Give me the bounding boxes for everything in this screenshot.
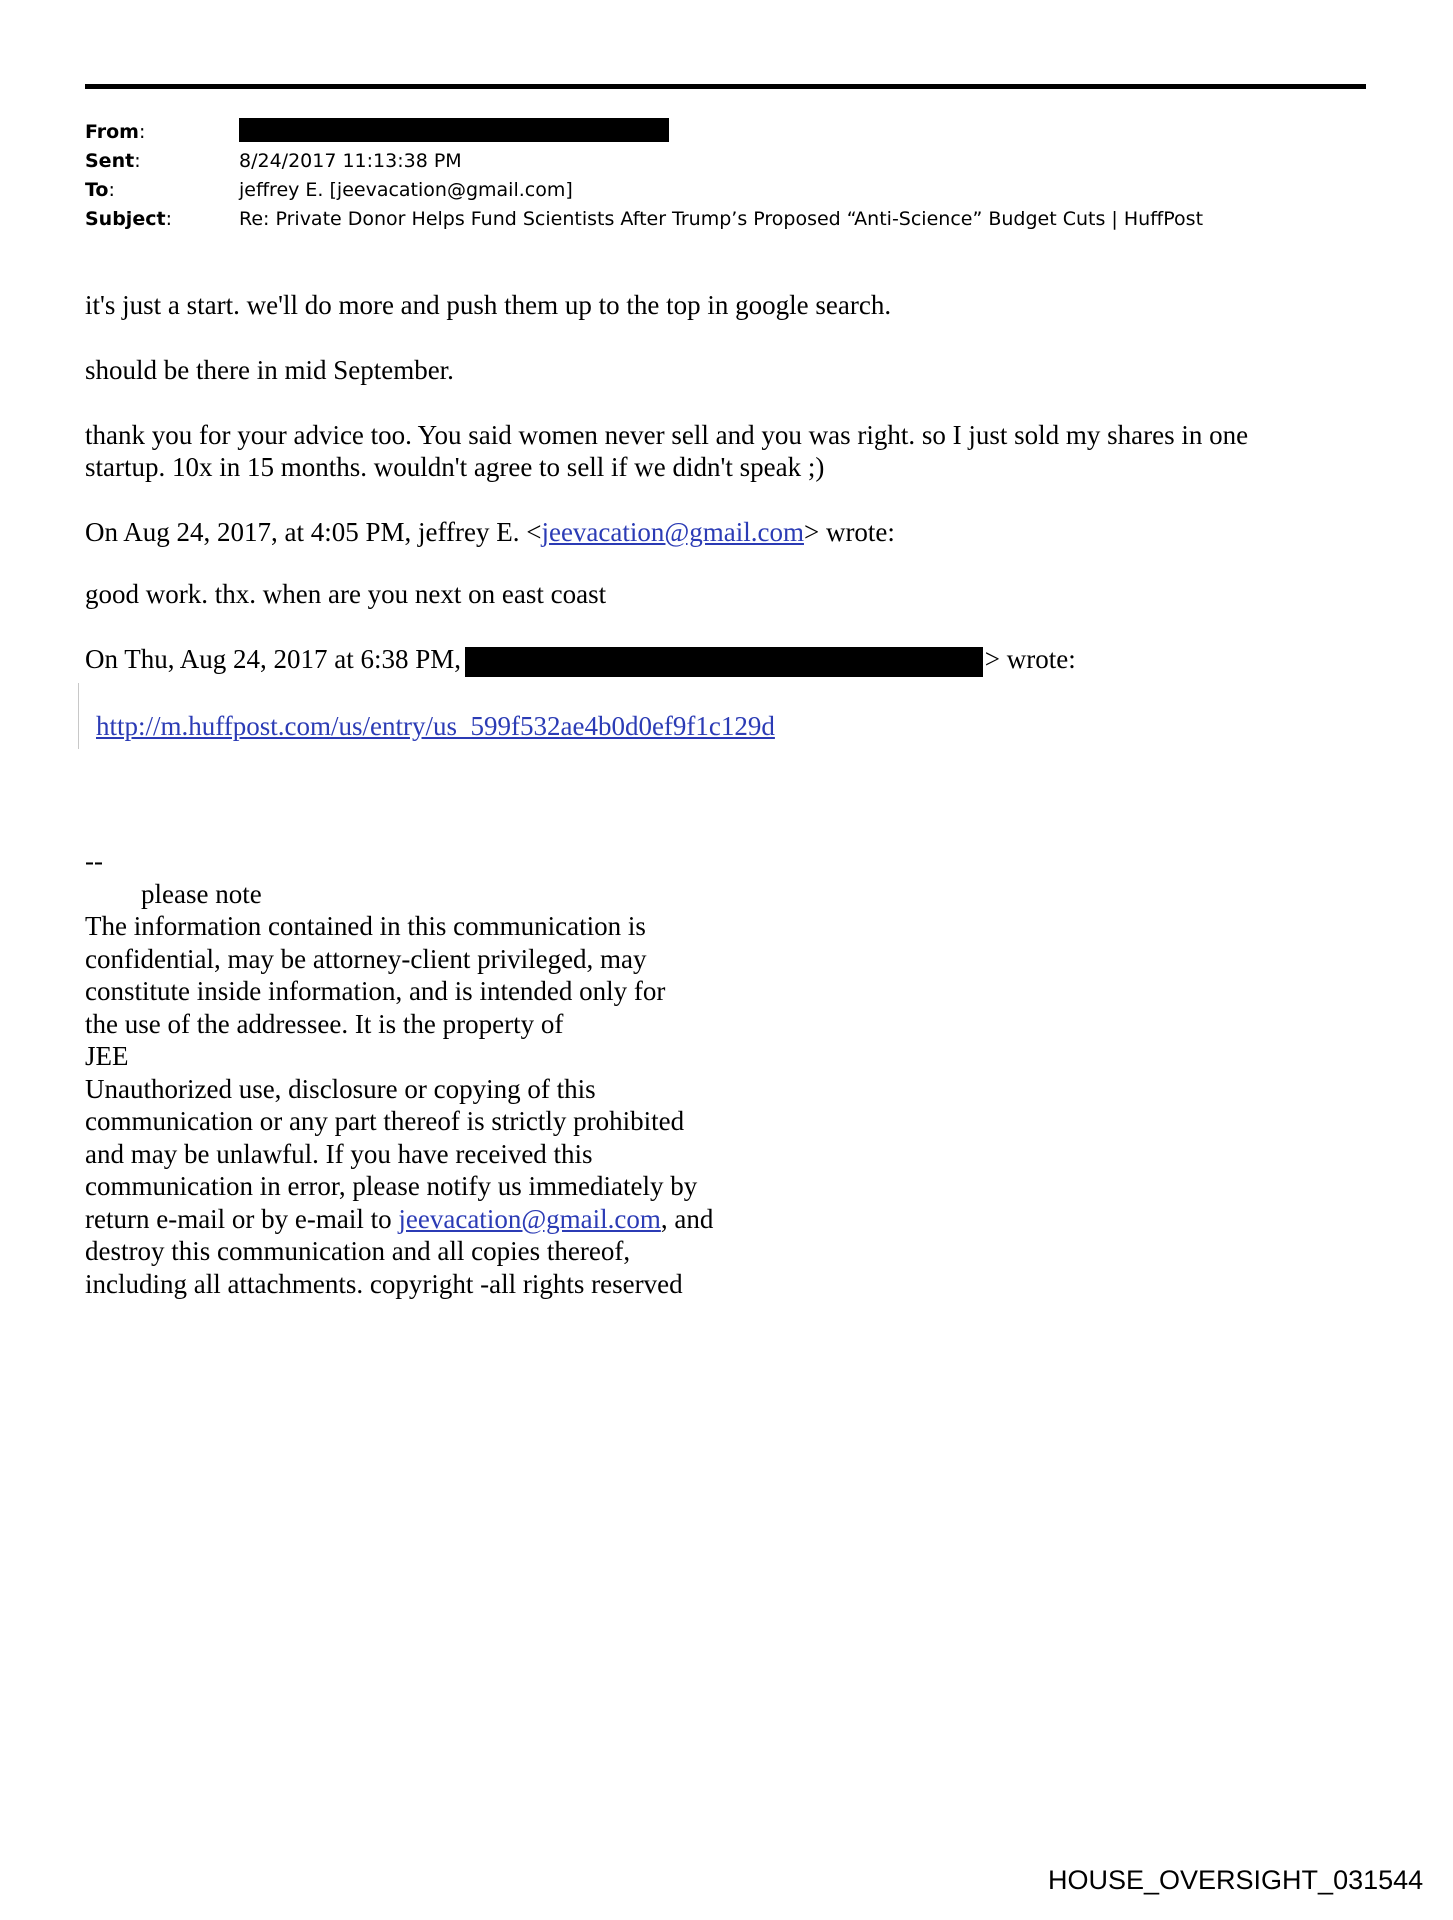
body-paragraph-1: it's just a start. we'll do more and push them up to the top in google search.: [85, 290, 892, 320]
header-rule: [85, 84, 1366, 89]
quote-attribution-2: On Thu, Aug 24, 2017 at 6:38 PM, > wrote:: [85, 643, 1365, 677]
disclaimer-line: communication in error, please notify us immediately by: [85, 1171, 698, 1201]
disclaimer-line: Unauthorized use, disclosure or copying of this: [85, 1073, 596, 1104]
email-link[interactable]: jeevacation@gmail.com: [541, 517, 804, 547]
to-row: [85, 176, 1203, 205]
disclaimer-line: constitute inside information, and is intended only for: [85, 976, 666, 1006]
body-paragraph-2: should be there in mid September.: [85, 355, 454, 385]
reply-text: good work. thx. when are you next on east coast: [85, 579, 607, 609]
email-header: [85, 118, 1203, 234]
article-link-line: [96, 710, 1365, 742]
disclaimer-line: The information contained in this communication is: [85, 911, 646, 941]
redaction-block: [465, 647, 983, 677]
email-body: [85, 289, 1365, 742]
disclaimer-line: communication or any part thereof is strictly prohibited: [85, 1106, 685, 1136]
body-paragraph-3-line-2: startup. 10x in 15 months. wouldn't agree to sell if we didn't speak ;): [85, 452, 825, 482]
sent-label: Sent:: [85, 150, 141, 172]
subject-value: Re: Private Donor Helps Fund Scientists After Trump’s Proposed “Anti-Science” Budget Cuts | HuffPost: [239, 208, 1204, 230]
signature-block: [85, 845, 713, 1300]
sent-row: [85, 147, 1203, 176]
from-row: [85, 118, 1203, 147]
to-value: jeffrey E. [jeevacation@gmail.com]: [239, 179, 573, 201]
disclaimer-line: return e-mail or by e-mail to jeevacation@gmail.com, and: [85, 1203, 714, 1234]
body-paragraph-3-line-1: thank you for your advice too. You said women never sell and you was right. so I just sold my shares in one: [85, 420, 1249, 450]
article-url-link[interactable]: http://m.huffpost.com/us/entry/us_599f532ae4b0d0ef9f1c129d: [96, 710, 775, 741]
disclaimer-line: including all attachments. copyright -all rights reserved: [85, 1268, 683, 1299]
disclaimer-line: destroy this communication and all copies thereof,: [85, 1236, 631, 1266]
quote-attribution-1: On Aug 24, 2017, at 4:05 PM, jeffrey E. <jeevacation@gmail.com> wrote:: [85, 517, 895, 547]
redaction-block: [239, 118, 669, 142]
please-note: please note: [141, 878, 262, 909]
from-label: From:: [85, 121, 146, 143]
quote-bar: [78, 683, 79, 749]
to-label: To:: [85, 179, 115, 201]
subject-label: Subject:: [85, 208, 172, 230]
disclaimer-line: the use of the addressee. It is the property of: [85, 1008, 564, 1039]
from-value: [239, 118, 669, 147]
bates-number: HOUSE_OVERSIGHT_031544: [1048, 1865, 1424, 1895]
signature-dashes: --: [85, 846, 103, 876]
disclaimer-line: and may be unlawful. If you have received this: [85, 1138, 593, 1169]
signature-email-link[interactable]: jeevacation@gmail.com: [398, 1203, 661, 1234]
disclaimer-line: confidential, may be attorney-client privileged, may: [85, 943, 647, 974]
subject-row: [85, 205, 1203, 234]
sent-value: 8/24/2017 11:13:38 PM: [239, 150, 462, 172]
disclaimer-line: JEE: [85, 1041, 129, 1071]
